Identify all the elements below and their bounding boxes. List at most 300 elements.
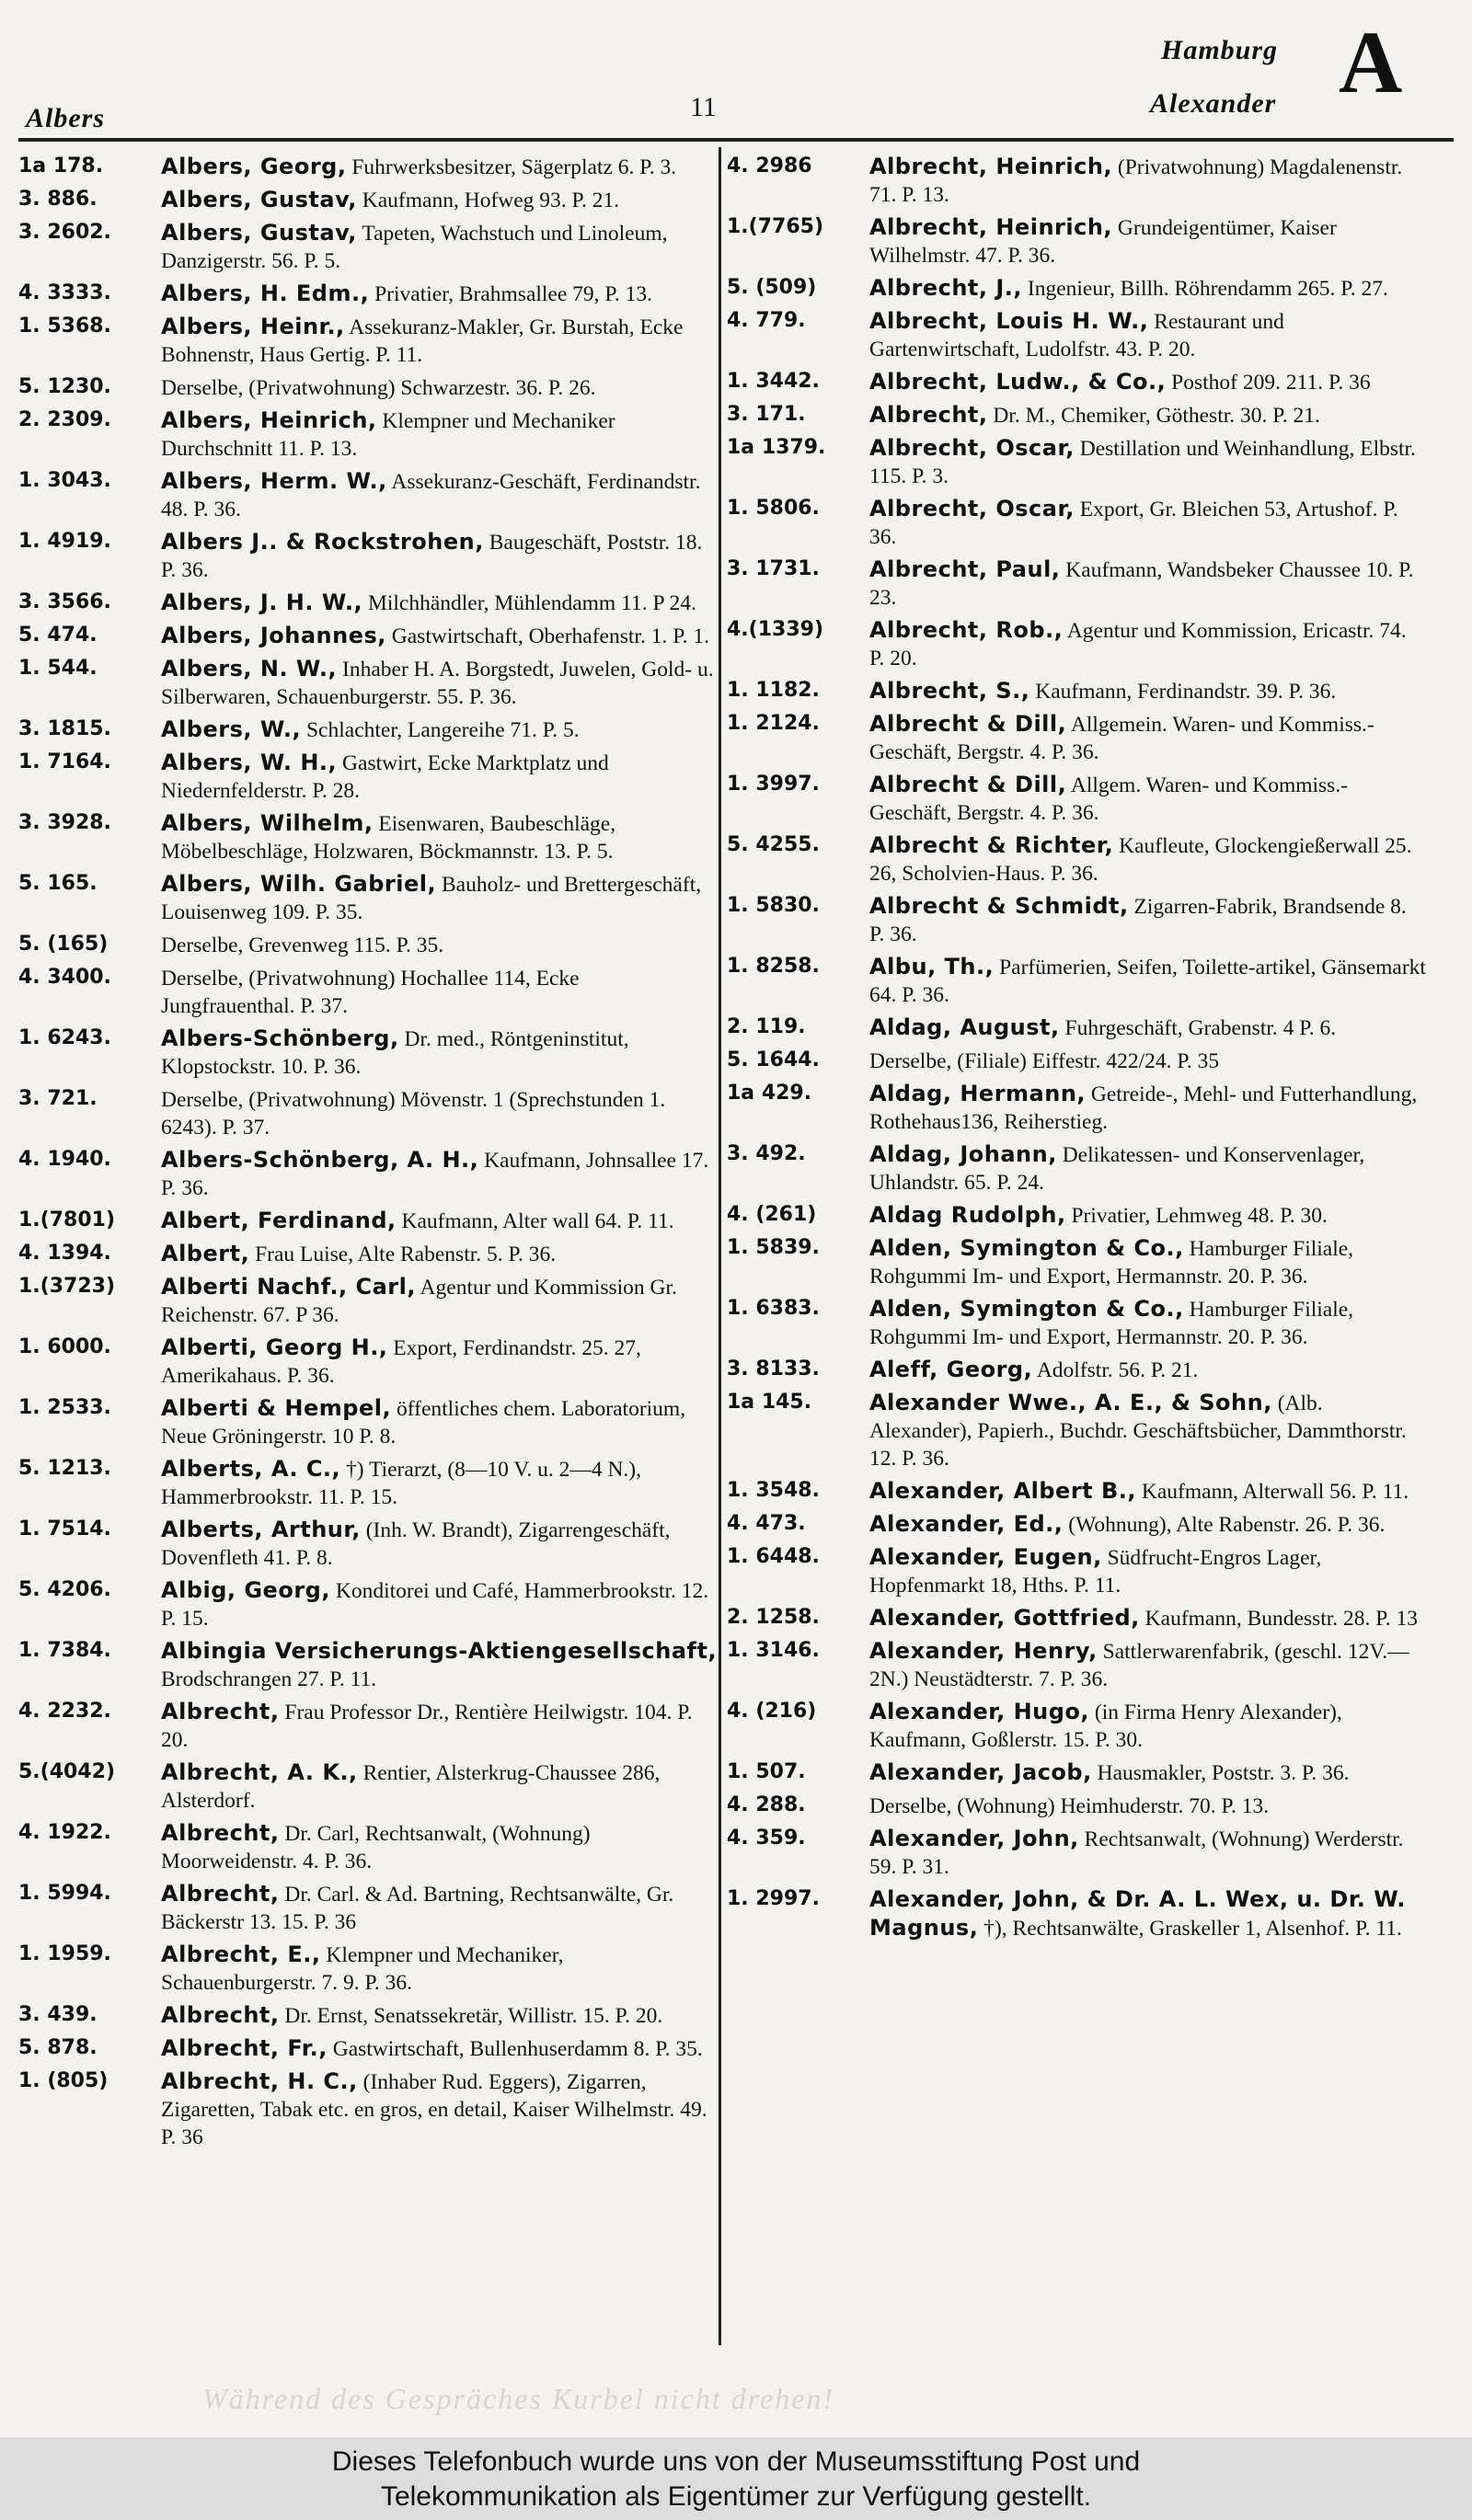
phone-number: 1. 3146. [727,1639,820,1662]
entry-text [161,931,718,959]
directory-entry [18,2068,718,2151]
phone-number: 4. 473. [727,1512,806,1535]
entry-text [869,892,1426,948]
directory-entry [18,1941,718,1997]
entry-details: Bauholz- und Brettergeschäft, Louisenweg 109. P. 35. [161,873,702,924]
directory-entry [18,467,718,523]
phone-number: 1a 429. [727,1082,812,1105]
directory-entry [18,1880,718,1936]
entry-name: Albrecht, Ludw., & Co., [869,369,1167,395]
phone-number: 1. 1182. [727,679,820,702]
entry-details: Ingenieur, Billh. Röhrendamm 265. P. 27. [1027,277,1388,301]
entry-text [869,556,1426,612]
phone-number: 1. 7164. [18,750,111,773]
entry-name: Albers, N. W., [161,656,338,682]
entry-name: Albers, H. Edm., [161,281,370,306]
entry-text [869,213,1426,269]
entry-name: Albrecht, S., [869,678,1030,704]
phone-number: 3. 721. [18,1087,98,1110]
entry-text [161,1941,718,1997]
entry-details: Allgem. Waren- und Kommiss.-Geschäft, Bergstr. 4. P. 36. [869,773,1349,825]
entry-details: Zigarren-Fabrik, Brandsende 8. P. 36. [869,895,1407,946]
entry-text [869,368,1426,396]
entry-text [869,1477,1426,1506]
entry-text [869,677,1426,705]
entry-details: Dr. M., Chemiker, Göthestr. 30. P. 21. [993,404,1320,428]
phone-number: 1.(7801) [18,1208,116,1231]
directory-entry [18,1146,718,1202]
entry-name: Albers, W. H., [161,750,338,775]
directory-entry [18,1637,718,1693]
entry-details: Rechtsanwalt, (Wohnung) Werderstr. 59. P. 31. [869,1827,1404,1879]
entry-text [869,1637,1426,1693]
entry-name: Albrecht, H. C., [161,2068,358,2094]
entry-name: Alexander, Gottfried, [869,1605,1140,1631]
entry-name: Aleff, Georg, [869,1357,1033,1382]
phone-number: 1. 5830. [727,894,820,917]
entry-details: Assekuranz-Geschäft, Ferdinandstr. 48. P. 36. [161,470,701,521]
phone-number: 5. 1213. [18,1457,111,1480]
entry-text [161,622,718,650]
phone-number: 4. 1394. [18,1242,111,1265]
entry-text [161,749,718,805]
entry-name: Albrecht, [869,402,988,428]
phone-number: 1.(7765) [727,215,824,238]
entry-details: Agentur und Kommission, Ericastr. 74. P. 20. [869,619,1407,670]
entry-text [161,1394,718,1450]
entry-details: Kaufmann, Hofweg 93. P. 21. [362,189,620,212]
entry-name: Albrecht, J., [869,275,1023,301]
entry-text [161,1576,718,1632]
phone-number: 4. 359. [727,1827,806,1850]
entry-details: Gastwirtschaft, Oberhafenstr. 1. P. 1. [391,624,710,648]
entry-name: Albers, Wilh. Gabriel, [161,871,437,897]
footer-line-2: Telekommunikation als Eigentümer zur Verfügung gestellt. [380,2481,1092,2512]
entry-details: †) Tierarzt, (8—10 V. u. 2—4 N.), Hammerbrookstr. 11. P. 15. [161,1458,641,1509]
entry-name: Alberti Nachf., Carl, [161,1274,416,1300]
entry-text [161,1698,718,1754]
directory-entry [727,1140,1426,1197]
phone-number: 5. 474. [18,624,98,647]
directory-entry [727,1047,1426,1075]
entry-name: Albers, Herm. W., [161,468,387,494]
entry-name: Albrecht, [161,1820,280,1846]
entry-details: Hausmakler, Poststr. 3. P. 36. [1097,1761,1350,1785]
directory-entry [727,368,1426,396]
entry-details: Südfrucht-Engros Lager, Hopfenmarkt 18, Hths. P. 11. [869,1546,1322,1598]
phone-number: 4.(1339) [727,618,824,641]
entry-details: Dr. med., Röntgeninstitut, Klopstockstr. 10. P. 36. [161,1027,629,1079]
running-head-city: Hamburg [1161,35,1279,65]
entry-details: Grundeigentümer, Kaiser Wilhelmstr. 47. P. 36. [869,216,1337,268]
entry-name: Albrecht, Heinrich, [869,154,1113,179]
entry-details: Hamburger Filiale, Rohgummi Im- und Export, Hermannstr. 20. P. 36. [869,1298,1354,1349]
entry-details: Kaufleute, Glockengießerwall 25. 26, Scholvien-Haus. P. 36. [869,834,1412,886]
phone-number: 3. 439. [18,2003,98,2026]
entry-details: Tapeten, Wachstuch und Linoleum, Danzigerstr. 56. P. 5. [161,222,668,273]
entry-text [869,153,1426,209]
entry-name: Albrecht, Paul, [869,556,1061,582]
phone-number: 1. 6000. [18,1335,111,1358]
phone-number: 1. 6448. [727,1545,820,1568]
entry-text [869,1014,1426,1042]
entry-details: Frau Professor Dr., Rentière Heilwigstr. 104. P. 20. [161,1701,693,1752]
entry-details: Konditorei und Café, Hammerbrookstr. 12. P. 15. [161,1579,709,1631]
entry-text [869,616,1426,672]
directory-entry [727,153,1426,209]
phone-number: 1. 8258. [727,955,820,978]
phone-number: 1. 5994. [18,1882,111,1905]
entry-name: Albers, W., [161,716,302,742]
phone-number: 5. 878. [18,2036,98,2059]
directory-entry [727,1389,1426,1472]
directory-entry [727,1295,1426,1351]
entry-text [161,1819,718,1875]
entry-details: Eisenwaren, Baubeschläge, Möbelbeschläge, Holzwaren, Böckmannstr. 13. P. 5. [161,812,616,864]
directory-entry [18,1819,718,1875]
entry-details: (Inh. W. Brandt), Zigarrengeschäft, Dovenfleth 41. P. 8. [161,1518,671,1570]
directory-entry [727,401,1426,430]
entry-text [869,434,1426,490]
entry-name: Alden, Symington & Co., [869,1235,1184,1261]
entry-text [161,1758,718,1815]
entry-name: Alexander, Hugo, [869,1699,1090,1724]
directory-entry [18,1207,718,1235]
phone-number: 4. 288. [727,1793,806,1816]
phone-number: 1. 3043. [18,469,111,492]
phone-number: 1. 7514. [18,1518,111,1541]
phone-number: 5. 4255. [727,833,820,856]
entry-text [161,1334,718,1390]
entry-name: Albrecht, Oscar, [869,496,1075,521]
entry-details: Allgemein. Waren- und Kommiss.-Geschäft, Bergstr. 4. P. 36. [869,713,1374,764]
entry-details: Privatier, Brahmsallee 79, P. 13. [374,282,653,306]
directory-entry [727,892,1426,948]
entry-text [161,1085,718,1141]
directory-entry [18,313,718,369]
running-head-left: Albers [26,103,106,133]
entry-name: Albers, Johannes, [161,623,386,648]
entry-details: (in Firma Henry Alexander), Kaufmann, Goßlerstr. 15. P. 30. [869,1701,1342,1752]
directory-entry [18,153,718,181]
directory-entry [727,1234,1426,1290]
entry-text [161,1455,718,1511]
phone-number: 2. 2309. [18,408,111,431]
entry-details: (Inhaber Rud. Eggers), Zigarren, Zigaretten, Tabak etc. en gros, en detail, Kaiser Wilhelmstr. 49. P. 36 [161,2070,707,2149]
entry-details: Delikatessen- und Konservenlager, Uhlandstr. 65. P. 24. [869,1143,1365,1195]
directory-entry [727,1477,1426,1506]
directory-entry [727,213,1426,269]
entry-name: Alexander, Henry, [869,1638,1098,1664]
entry-name: Albrecht, A. K., [161,1759,358,1785]
directory-entry [18,373,718,402]
directory-entry [727,771,1426,827]
entry-text [869,1543,1426,1599]
entry-text [869,1140,1426,1197]
directory-entry [727,1885,1426,1942]
phone-number: 1. (805) [18,2069,109,2092]
phone-number: 2. 1258. [727,1606,820,1629]
entry-details: Agentur und Kommission Gr. Reichenstr. 67. P 36. [161,1276,677,1327]
directory-entry [18,931,718,959]
entry-name: Albers, J. H. W., [161,590,363,615]
entry-name: Alberts, A. C., [161,1456,341,1482]
directory-entry [727,1604,1426,1632]
column-divider [719,147,721,2345]
entry-text [869,1080,1426,1136]
entry-name: Albrecht & Dill, [869,711,1067,737]
directory-entry [18,964,718,1020]
right-column [727,153,1426,1947]
directory-entry [18,1273,718,1329]
entry-name: Albers, Wilhelm, [161,810,374,836]
entry-name: Albers J.. & Rockstrohen, [161,529,484,555]
entry-details: (Wohnung), Alte Rabenstr. 26. P. 36. [1068,1513,1386,1537]
directory-entry [727,307,1426,363]
directory-entry [18,280,718,308]
phone-number: 4. 1922. [18,1821,111,1844]
entry-text [869,274,1426,303]
entry-text [869,1825,1426,1881]
entry-details: Inhaber H. A. Borgstedt, Juwelen, Gold- u. Silberwaren, Schauenburgerstr. 55. P. 36. [161,658,714,709]
phone-number: 3. 171. [727,403,806,426]
left-column [18,153,718,2156]
entry-text [869,1604,1426,1632]
directory-entry [727,1758,1426,1787]
footer-line-1: Dieses Telefonbuch wurde uns von der Museumsstiftung Post und [331,2446,1141,2477]
entry-name: Alexander, John, [869,1826,1079,1851]
entry-details: Kaufmann, Bundesstr. 28. P. 13 [1144,1607,1419,1631]
entry-text [869,1885,1426,1942]
phone-number: 1. 3442. [727,370,820,393]
phone-number: 2. 119. [727,1015,806,1038]
faded-bottom-text: Während des Gespräches Kurbel nicht drehen! [202,2382,835,2415]
phone-number: 1. 2533. [18,1396,111,1419]
entry-text [161,589,718,617]
directory-entry [18,2034,718,2063]
entry-name: Albrecht, Rob., [869,617,1064,643]
entry-name: Albrecht, Louis H. W., [869,308,1149,334]
entry-name: Albers, Georg, [161,154,347,179]
directory-entry [18,2001,718,2030]
directory-entry [727,556,1426,612]
phone-number: 1. 4919. [18,530,111,553]
entry-text [869,1510,1426,1539]
phone-number: 1. 3548. [727,1479,820,1502]
entry-details: Kaufmann, Alter wall 64. P. 11. [401,1209,674,1233]
entry-text [869,401,1426,430]
directory-entry [18,186,718,214]
entry-text [161,528,718,584]
directory-entry [18,528,718,584]
entry-text [161,280,718,308]
phone-number: 1.(3723) [18,1275,116,1298]
directory-entry [18,716,718,744]
entry-details: öffentliches chem. Laboratorium, Neue Gröningerstr. 10 P. 8. [161,1397,686,1449]
phone-number: 1. 2124. [727,712,820,735]
phone-number: 1. 5839. [727,1236,820,1259]
entry-details: Kaufmann, Johnsallee 17. P. 36. [161,1149,709,1200]
entry-details: Rentier, Alsterkrug-Chaussee 286, Alsterdorf. [161,1761,661,1813]
entry-name: Albers, Heinrich, [161,407,377,433]
entry-text [161,1207,718,1235]
directory-entry [727,1014,1426,1042]
entry-text [869,1295,1426,1351]
entry-details: Derselbe, (Wohnung) Heimhuderstr. 70. P. 13. [869,1794,1270,1818]
directory-entry [727,495,1426,551]
entry-name: Albig, Georg, [161,1577,330,1603]
directory-entry [18,749,718,805]
phone-number: 5. (509) [727,276,817,299]
entry-name: Albrecht, [161,1699,280,1724]
entry-name: Alexander, Jacob, [869,1759,1092,1785]
directory-entry [727,831,1426,888]
directory-entry [18,1758,718,1815]
entry-details: Dr. Carl. & Ad. Bartning, Rechtsanwälte, Gr. Bäckerstr 13. 15. P. 36 [161,1883,674,1934]
entry-details: Privatier, Lehmweg 48. P. 30. [1071,1204,1328,1228]
entry-details: (Alb. Alexander), Papierh., Buchdr. Geschäftsbücher, Dammthorstr. 12. P. 36. [869,1392,1407,1471]
entry-text [161,1516,718,1572]
phone-number: 3. 1815. [18,717,111,740]
phone-number: 1. 7384. [18,1639,111,1662]
entry-text [161,870,718,926]
entry-name: Aldag, Hermann, [869,1081,1087,1106]
phone-number: 1. 2997. [727,1887,820,1910]
entry-name: Albers, Gustav, [161,187,357,212]
entry-name: Albrecht, Heinrich, [869,214,1113,240]
entry-name: Albert, Ferdinand, [161,1208,397,1233]
directory-entry [727,1792,1426,1820]
entry-name: Albrecht & Schmidt, [869,893,1129,919]
entry-details: Fuhrwerksbesitzer, Sägerplatz 6. P. 3. [351,155,677,179]
entry-name: Alden, Symington & Co., [869,1296,1184,1322]
phone-number: 4. (261) [727,1203,817,1226]
entry-name: Albingia Versicherungs-Aktiengesellschaft, [161,1638,718,1664]
entry-name: Albert, [161,1241,250,1266]
entry-text [869,1201,1426,1230]
phone-number: 5. 1230. [18,375,111,398]
page-number: 11 [690,92,717,122]
entry-details: (Privatwohnung) Magdalenenstr. 71. P. 13. [869,155,1403,207]
entry-name: Albers-Schönberg, [161,1025,399,1051]
phone-number: 1. 5368. [18,315,111,338]
entry-details: Kaufmann, Ferdinandstr. 39. P. 36. [1035,680,1337,704]
phone-number: 4. 3333. [18,281,111,304]
directory-entry [727,1543,1426,1599]
entry-details: Klempner und Mechaniker, Schauenburgerstr. 7. 9. P. 36. [161,1943,564,1995]
directory-entry [18,1698,718,1754]
directory-entry [727,1698,1426,1754]
entry-details: Kaufmann, Alterwall 56. P. 11. [1141,1480,1409,1504]
entry-details: Adolfstr. 56. P. 21. [1036,1358,1199,1382]
phone-number: 1. 3997. [727,773,820,796]
entry-details: Derselbe, (Privatwohnung) Schwarzestr. 36. P. 26. [161,376,596,400]
entry-name: Albrecht, [161,2002,280,2028]
phone-number: 3. 1731. [727,557,820,580]
phone-number: 3. 8133. [727,1357,820,1380]
entry-text [869,1356,1426,1384]
entry-text [161,1880,718,1936]
entry-name: Alexander, Eugen, [869,1544,1102,1570]
entry-text [869,307,1426,363]
entry-text [869,1047,1426,1075]
phone-number: 3. 3928. [18,811,111,834]
entry-name: Alexander, John, & Dr. A. L. Wex, u. Dr. W. Magnus, [869,1886,1406,1941]
directory-entry [18,219,718,275]
entry-name: Alberti & Hempel, [161,1395,392,1421]
entry-text [869,1234,1426,1290]
entry-name: Alberti, Georg H., [161,1334,388,1360]
entry-text [161,1146,718,1202]
entry-name: Albrecht, Oscar, [869,435,1075,461]
phone-number: 1. 1959. [18,1942,111,1965]
entry-text [161,1637,718,1693]
entry-name: Alberts, Arthur, [161,1517,361,1542]
entry-name: Albers, Heinr., [161,314,345,339]
phone-number: 3. 2602. [18,221,111,244]
directory-entry [18,870,718,926]
entry-details: Hamburger Filiale, Rohgummi Im- und Export, Hermannstr. 20. P. 36. [869,1237,1354,1289]
phone-number: 1. 544. [18,657,98,680]
footer-notice [0,2437,1472,2520]
directory-entry [727,1201,1426,1230]
directory-entry [18,809,718,865]
phone-number: 1a 145. [727,1391,812,1414]
entry-name: Albrecht & Dill, [869,772,1067,797]
entry-details: Baugeschäft, Poststr. 18. P. 36. [161,531,703,582]
entry-details: Destillation und Weinhandlung, Elbstr. 115. P. 3. [869,437,1416,488]
entry-details: Derselbe, (Filiale) Eiffestr. 422/24. P. 35 [869,1049,1220,1073]
entry-text [161,1025,718,1081]
entry-details: Restaurant und Gartenwirtschaft, Ludolfstr. 43. P. 20. [869,310,1284,361]
entry-details: Export, Ferdinandstr. 25. 27, Amerikahaus. P. 36. [161,1336,641,1388]
entry-details: †), Rechtsanwälte, Graskeller 1, Alsenhof. P. 11. [983,1917,1402,1941]
directory-entry [18,1394,718,1450]
entry-name: Albu, Th., [869,954,995,979]
entry-details: Derselbe, (Privatwohnung) Mövenstr. 1 (Sprechstunden 1. 6243). P. 37. [161,1088,666,1140]
directory-entry [727,710,1426,766]
entry-details: Dr. Carl, Rechtsanwalt, (Wohnung) Moorweidenstr. 4. P. 36. [161,1822,591,1873]
phone-number: 1. 6383. [727,1297,820,1320]
directory-entry [727,1637,1426,1693]
phone-number: 4. 779. [727,309,806,332]
entry-name: Albrecht, [161,1881,280,1907]
entry-text [161,2034,718,2063]
entry-text [161,153,718,181]
entry-text [161,1273,718,1329]
entry-details: Parfümerien, Seifen, Toilette-artikel, Gänsemarkt 64. P. 36. [869,956,1426,1007]
entry-details: Milchhändler, Mühlendamm 11. P 24. [367,591,696,615]
phone-number: 3. 886. [18,188,98,211]
phone-number: 5. (165) [18,933,109,956]
entry-text [869,1698,1426,1754]
directory-entry [727,274,1426,303]
entry-details: Derselbe, (Privatwohnung) Hochallee 114, Ecke Jungfrauenthal. P. 37. [161,967,580,1018]
entry-text [161,1240,718,1268]
directory-entry [18,1334,718,1390]
entry-text [869,1758,1426,1787]
phone-number: 1. 5806. [727,497,820,520]
entry-name: Albers, Gustav, [161,220,357,246]
header-rule [18,138,1454,142]
phone-number: 4. 3400. [18,966,111,989]
entry-details: Posthof 209. 211. P. 36 [1171,371,1371,395]
entry-name: Aldag, August, [869,1014,1060,1040]
entry-name: Alexander Wwe., A. E., & Sohn, [869,1390,1272,1415]
entry-name: Albrecht & Richter, [869,832,1114,858]
directory-entry [18,1455,718,1511]
entry-details: Frau Luise, Alte Rabenstr. 5. P. 36. [255,1243,557,1266]
